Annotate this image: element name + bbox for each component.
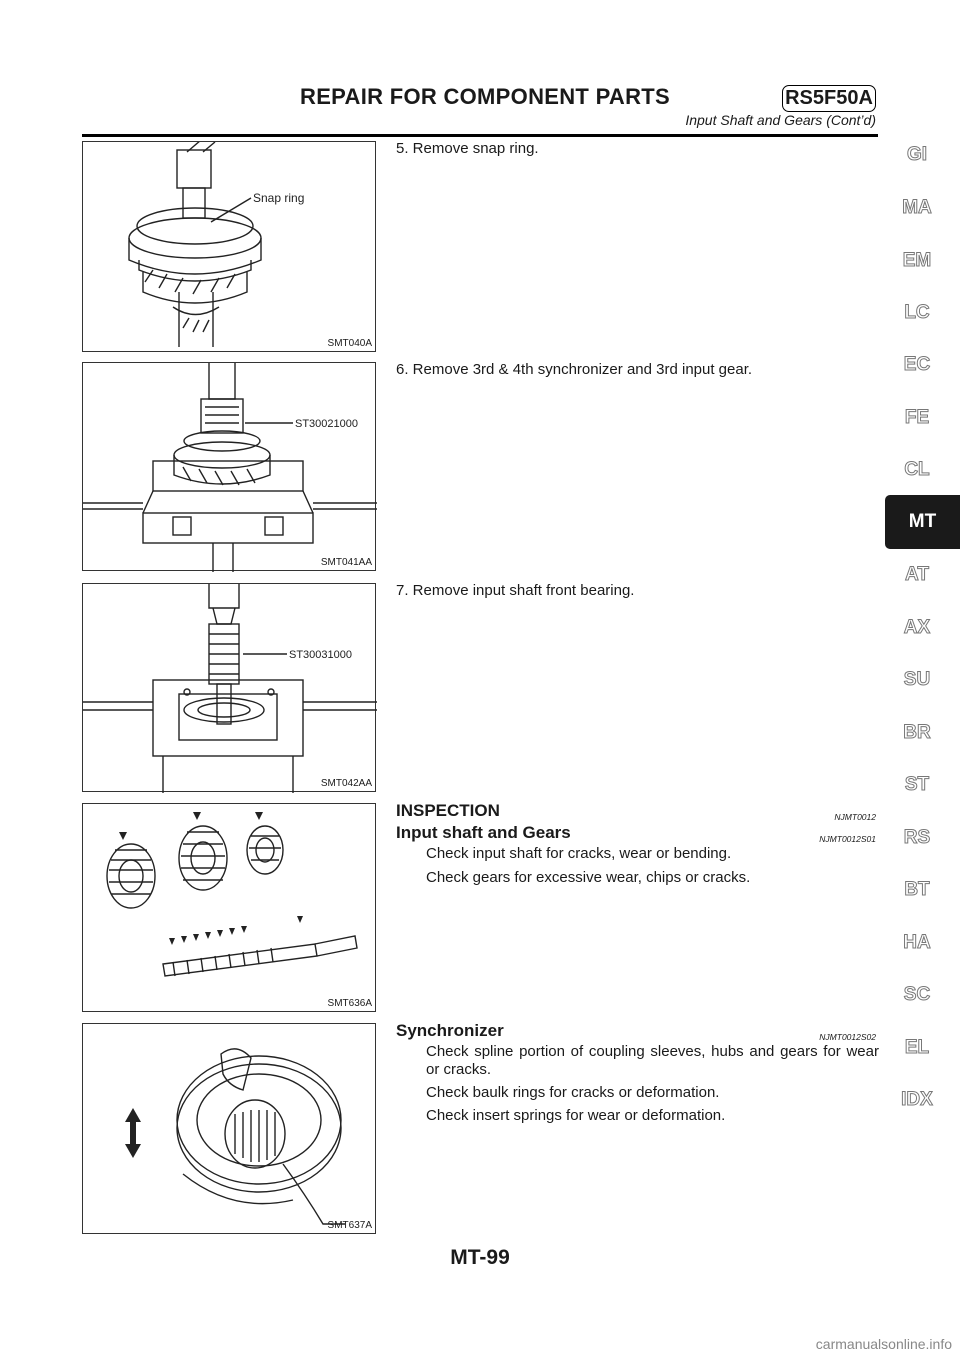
synchronizer-text-2: Check baulk rings for cracks or deformation. bbox=[426, 1084, 720, 1101]
page-subtitle: Input Shaft and Gears (Cont’d) bbox=[685, 112, 876, 128]
synchronizer-ref: NJMT0012S02 bbox=[819, 1032, 876, 1042]
tab-su[interactable]: SU bbox=[903, 669, 931, 690]
input-shaft-text-1: Check input shaft for cracks, wear or bending. bbox=[426, 845, 732, 862]
figure-gear-inspection bbox=[82, 803, 376, 1012]
synchronizer-text-1: Check spline portion of coupling sleeves, hubs and gears for wear or cracks. bbox=[426, 1043, 879, 1078]
figure-code: SMT042AA bbox=[320, 778, 372, 789]
inspection-heading: INSPECTION bbox=[396, 801, 500, 820]
step-6-text: 6. Remove 3rd & 4th synchronizer and 3rd input gear. bbox=[396, 361, 753, 378]
tab-ma[interactable]: MA bbox=[902, 197, 932, 218]
figure-front-bearing-removal bbox=[82, 583, 376, 792]
callout-tool-number: ST30021000 bbox=[295, 418, 358, 430]
tab-br[interactable]: BR bbox=[903, 722, 931, 743]
watermark: carmanualsonline.info bbox=[815, 1336, 952, 1352]
step-7-text: 7. Remove input shaft front bearing. bbox=[396, 582, 635, 599]
figure-code: SMT040A bbox=[327, 338, 372, 349]
tab-at[interactable]: AT bbox=[905, 564, 929, 585]
figure-code: SMT636A bbox=[327, 998, 372, 1009]
tab-bt[interactable]: BT bbox=[904, 879, 930, 900]
tab-rs[interactable]: RS bbox=[903, 827, 931, 848]
header-rule bbox=[82, 134, 878, 137]
synchronizer-inspection-illustration bbox=[83, 1024, 377, 1235]
input-shaft-heading: Input shaft and Gears bbox=[396, 823, 571, 842]
input-shaft-ref: NJMT0012S01 bbox=[819, 834, 876, 844]
page-section-title: REPAIR FOR COMPONENT PARTS bbox=[300, 84, 670, 109]
snap-ring-illustration bbox=[83, 142, 377, 353]
tab-idx[interactable]: IDX bbox=[901, 1089, 933, 1110]
tab-sc[interactable]: SC bbox=[903, 984, 931, 1005]
callout-snap-ring: Snap ring bbox=[253, 191, 305, 205]
tab-lc[interactable]: LC bbox=[904, 302, 930, 323]
callout-tool-number: ST30031000 bbox=[289, 649, 352, 661]
input-shaft-text-2: Check gears for excessive wear, chips or cracks. bbox=[426, 869, 751, 886]
tab-fe[interactable]: FE bbox=[904, 407, 930, 428]
inspection-ref: NJMT0012 bbox=[834, 812, 876, 822]
tab-ax[interactable]: AX bbox=[903, 617, 931, 638]
figure-synchronizer-removal bbox=[82, 362, 376, 571]
figure-synchronizer-inspection bbox=[82, 1023, 376, 1234]
synchronizer-text-3: Check insert springs for wear or deformation. bbox=[426, 1107, 726, 1124]
synchronizer-heading: Synchronizer bbox=[396, 1021, 504, 1040]
tab-mt-active[interactable]: MT bbox=[885, 495, 960, 549]
tab-ec[interactable]: EC bbox=[903, 354, 931, 375]
model-badge: RS5F50A bbox=[782, 85, 876, 112]
tab-gi[interactable]: GI bbox=[906, 144, 928, 165]
bearing-removal-illustration bbox=[83, 584, 377, 793]
tab-st[interactable]: ST bbox=[904, 774, 930, 795]
tab-el[interactable]: EL bbox=[904, 1037, 930, 1058]
tab-em[interactable]: EM bbox=[902, 250, 932, 271]
figure-code: SMT637A bbox=[327, 1220, 372, 1231]
tab-cl[interactable]: CL bbox=[904, 459, 930, 480]
gear-inspection-illustration bbox=[83, 804, 377, 1013]
figure-code: SMT041AA bbox=[320, 557, 372, 568]
tab-ha[interactable]: HA bbox=[903, 932, 931, 953]
page-number: MT-99 bbox=[450, 1246, 510, 1269]
synchronizer-removal-illustration bbox=[83, 363, 377, 572]
figure-snap-ring bbox=[82, 141, 376, 352]
step-5-text: 5. Remove snap ring. bbox=[396, 140, 539, 157]
